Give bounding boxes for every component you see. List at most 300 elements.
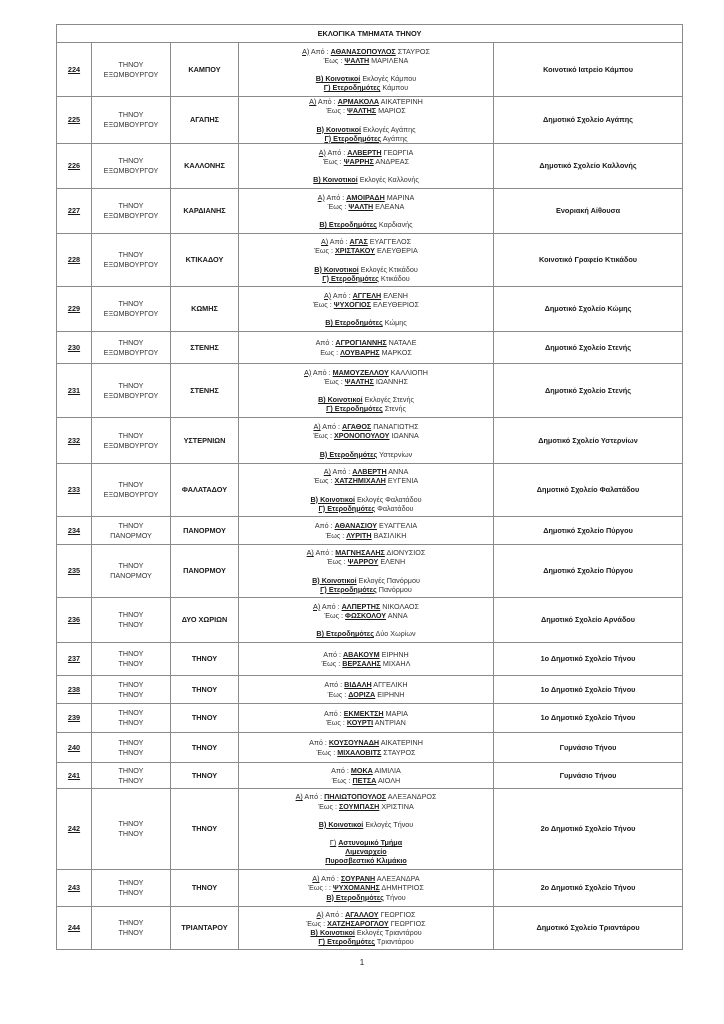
surname: ΛΥΡΙΤΗ [346,530,372,540]
municipality-line: ΤΗΝΟΥ [118,775,144,785]
municipality-cell [92,545,171,598]
category-label: Β) Κοινοτικοί [313,175,358,185]
polling-location-cell [494,144,683,189]
given-name: ΑΛΕΞΑΝΔΡΑ [376,874,420,884]
polling-location-cell [494,907,683,950]
community-cell [171,907,239,950]
range-line [239,106,493,115]
title-row [57,25,683,43]
polling-location: 2ο Δημοτικό Σχολείο Τήνου [540,824,636,834]
municipality-cell [92,517,171,545]
range-line [239,659,493,668]
given-name: Καρδιανής [378,220,413,230]
voter-range-cell [239,870,494,907]
given-name: ΑΙΚΑΤΕΡΙΝΗ [380,97,423,107]
voter-range-cell [239,418,494,464]
municipality-cell [92,332,171,364]
category-label: Β) Ετεροδημότες [319,220,377,230]
line-gap [239,116,493,125]
category-label: Γ) Ετεροδημότες [318,937,376,947]
surname: ΨΥΧΟΓΙΟΣ [333,299,371,309]
municipality-line: ΤΗΝΟΥ [118,649,144,659]
voter-range-cell [239,234,494,287]
range-label: Έως : [306,918,326,928]
polling-location: Δημοτικό Σχολείο Πύργου [543,525,633,535]
given-name: ΔΙΟΝΥΣΙΟΣ [386,548,426,558]
given-name: ΓΕΩΡΓΙΟΣ [390,918,426,928]
given-name: ΕΙΡΗΝΗ [377,689,405,699]
polling-location-cell [494,870,683,907]
category-label: Β) Κοινοτικοί [318,395,363,404]
surname: ΚΟΥΣΟΥΝΑΔΗ [328,738,380,748]
community-name: ΣΤΕΝΗΣ [190,342,219,352]
polling-location: Δημοτικό Σχολείο Υστερνίων [538,435,638,445]
municipality-line: ΤΗΝΟΥ [118,610,144,620]
range-line [239,237,493,246]
given-name: ΝΑΤΑΛΕ [388,338,417,348]
section-number: 243 [67,883,81,893]
surname: ΨΑΡΡΗΣ [343,156,374,166]
municipality-line: ΤΗΝΟΥ [118,430,144,440]
range-label: Έως : [325,530,345,540]
given-name: ΜΑΡΙΑ [385,708,408,718]
voter-range-cell [239,332,494,364]
community-name: ΤΗΝΟΥ [191,684,218,694]
municipality-line: ΤΗΝΟΥ [118,819,144,829]
range-line [239,776,493,785]
municipality-line: ΤΗΝΟΥ [118,380,144,390]
given-name: ΒΑΣΙΛΙΚΗ [373,530,407,540]
given-name: ΕΛΕΝΗ [383,290,408,300]
given-name: ΜΑΡΙΟΣ [378,106,406,116]
polling-location-cell [494,789,683,870]
range-line [239,629,493,638]
surname: ΨΑΛΤΗ [348,201,374,211]
voter-range-cell [239,733,494,763]
section-number-cell [57,144,92,189]
range-line [239,220,493,229]
section-prefix: Α) [295,792,303,802]
voter-range-cell [239,144,494,189]
given-name: ΣΤΑΥΡΟΣ [397,46,430,56]
community-name: ΠΑΝΟΡΜΟΥ [183,525,226,535]
category-label: Β) Κοινοτικοί [314,264,359,274]
table-row [57,97,683,144]
community-cell [171,676,239,704]
polling-location: Κοινοτικό Ιατρείο Κάμπου [543,64,633,74]
municipality-cell [92,43,171,97]
range-line [239,265,493,274]
surname: ΑΓΑΣ [349,237,368,247]
range-line [239,175,493,184]
surname: ΦΩΣΚΟΛΟΥ [345,610,387,620]
given-name: ΜΑΡΙΝΑ [386,192,415,202]
section-number-cell [57,704,92,733]
category-label: Β) Κοινοτικοί [318,819,364,829]
section-number-cell [57,234,92,287]
community-cell [171,144,239,189]
given-name: ΣΤΑΥΡΟΣ [383,747,416,757]
voter-range-cell [239,789,494,870]
surname: ΑΛΒΕΡΤΗ [352,467,387,477]
municipality-line: ΤΗΝΟΥ [118,250,144,260]
table-row [57,332,683,364]
voter-range-cell [239,763,494,789]
given-name: ΠΑΝΑΓΙΩΤΗΣ [373,422,419,432]
given-name: Τήνου [385,892,406,902]
page-number: 1 [359,958,365,967]
polling-location-cell [494,763,683,789]
table-row [57,704,683,733]
range-line [239,467,493,476]
given-name: Εκλογές Πανόρμου [358,575,420,585]
community-cell [171,789,239,870]
given-name: ΔΗΜΗΤΡΙΟΣ [381,883,424,893]
category-label: Γ) Ετεροδημότες [324,133,382,143]
range-label: Από : [315,548,334,558]
municipality-cell [92,287,171,332]
polling-location: Δημοτικό Σχολείο Στενής [544,342,632,352]
voter-range-cell [239,287,494,332]
given-name: ΑΝΝΑ [388,467,409,477]
given-name: ΜΑΡΙΛΕΝΑ [371,55,409,65]
table-row [57,598,683,643]
municipality-line: ΕΞΩΜΒΟΥΡΓΟΥ [103,309,159,318]
municipality-cell [92,789,171,870]
range-label: Έως : [327,201,347,211]
surname: ΨΑΛΤΗΣ [344,376,374,386]
range-line [239,883,493,892]
range-label: Από : [323,649,341,659]
range-line [239,377,493,386]
section-prefix: Α) [313,422,321,432]
voter-range-cell [239,643,494,676]
range-label: Από : [331,766,349,776]
community-name: ΤΗΝΟΥ [191,883,218,893]
section-number-cell [57,545,92,598]
table-row [57,870,683,907]
polling-location-cell [494,43,683,97]
range-line [239,531,493,540]
surname: ΜΑΓΝΗΣΑΛΗΣ [335,548,385,558]
range-line [239,802,493,811]
municipality-line: ΤΗΝΟΥ [118,620,144,629]
municipality-line: ΠΑΝΟΡΜΟΥ [110,571,152,580]
section-prefix: Α) [306,548,314,558]
municipality-line: ΤΗΝΟΥ [118,689,144,699]
community-name: ΚΑΛΛΟΝΗΣ [184,161,225,171]
community-cell [171,418,239,464]
table-row [57,643,683,676]
surname: ΒΙΔΑΛΗ [344,680,372,690]
range-label: Έως : [313,299,332,309]
range-line [239,504,493,513]
table-row [57,189,683,234]
municipality-line: ΤΗΝΟΥ [118,679,144,689]
voter-range-cell [239,704,494,733]
category-label: Β) Κοινοτικοί [316,124,361,134]
section-number: 231 [67,385,81,395]
municipality-line: ΕΞΩΜΒΟΥΡΓΟΥ [103,211,159,220]
range-line [239,97,493,106]
range-label: Έως : [318,801,337,811]
section-prefix: Α) [323,467,331,477]
community-name: ΚΑΜΠΟΥ [188,64,221,74]
section-number-cell [57,97,92,144]
given-name: ΕΛΕΝΗ [380,557,406,567]
polling-location: Δημοτικό Σχολείο Αγάπης [543,115,633,125]
given-name: ΑΓΓΕΛΙΚΗ [373,680,408,690]
municipality-line: ΕΞΩΜΒΟΥΡΓΟΥ [103,440,159,450]
municipality-line: ΤΗΝΟΥ [118,201,144,211]
section-prefix: Α) [313,601,321,611]
section-number: 232 [67,435,81,445]
range-label: Από : [326,192,345,202]
given-name: Εκλογές Τήνου [365,819,414,829]
polling-location: 1ο Δημοτικό Σχολείο Τήνου [540,713,636,723]
municipality-line: ΤΗΝΟΥ [118,708,144,718]
range-line [239,193,493,202]
polling-location: Δημοτικό Σχολείο Αρνάδου [541,615,636,625]
range-label: Έως : [321,659,341,668]
range-label: Εως : [320,347,339,357]
category-label: Γ) Ετεροδημότες [323,83,381,93]
municipality-line: ΤΗΝΟΥ [118,59,144,69]
table-title: ΕΚΛΟΓΙΚΑ ΤΜΗΜΑΤΑ ΤΗΝΟΥ [57,25,683,43]
range-line [239,202,493,211]
given-name: ΑΙΜΙΛΙΑ [374,766,401,776]
polling-location-cell [494,598,683,643]
range-line [239,928,493,937]
community-cell [171,332,239,364]
section-number: 235 [67,566,81,576]
given-name: ΕΙΡΗΝΗ [381,649,409,659]
category-label: Λιμεναρχείο [345,847,387,857]
section-prefix: Α) [302,46,310,56]
community-cell [171,234,239,287]
section-number-cell [57,598,92,643]
surname: ΛΟΥΒΑΡΗΣ [340,347,380,357]
section-number: 240 [67,742,81,752]
range-label: Έως : [316,747,336,757]
section-number-cell [57,733,92,763]
range-line [239,937,493,946]
section-number-cell [57,676,92,704]
range-line [239,476,493,485]
range-line [239,548,493,557]
municipality-cell [92,598,171,643]
municipality-line: ΕΞΩΜΒΟΥΡΓΟΥ [103,390,159,400]
municipality-cell [92,418,171,464]
line-gap [239,256,493,265]
section-number: 227 [67,206,81,216]
municipality-line: ΤΗΝΟΥ [118,480,144,490]
range-line [239,585,493,594]
municipality-line: ΤΗΝΟΥ [118,918,144,928]
surname: ΜΙΧΑΛΟΒΙΤΣ [337,747,382,757]
polling-location: Δημοτικό Σχολείο Τριαντάρου [536,923,640,933]
municipality-line: ΤΗΝΟΥ [118,520,144,530]
voter-range-cell [239,517,494,545]
section-prefix: Α) [317,192,325,202]
range-label: Έως : [331,775,351,785]
range-line [239,856,493,865]
range-line [239,291,493,300]
range-line [239,690,493,699]
range-line [239,125,493,134]
community-cell [171,870,239,907]
community-cell [171,43,239,97]
voter-range-cell [239,364,494,418]
given-name: ΓΕΩΡΓΙΑ [383,147,414,157]
range-line [239,47,493,56]
section-number-cell [57,43,92,97]
given-name: Στενής [384,404,406,414]
section-number: 226 [67,161,81,171]
given-name: Εκλογές Καλλονής [359,175,419,185]
polling-location-cell [494,643,683,676]
line-gap [239,441,493,450]
range-label: Έως : [326,718,345,727]
municipality-cell [92,733,171,763]
range-label: Από : [325,909,344,919]
given-name: ΑΝΔΡΕΑΣ [375,156,410,166]
polling-location-cell [494,97,683,144]
polling-location-cell [494,733,683,763]
section-prefix: Α) [309,97,317,107]
community-cell [171,643,239,676]
line-gap [239,211,493,220]
range-line [239,368,493,377]
polling-location: Δημοτικό Σχολείο Καλλονής [539,161,637,171]
category-label: Β) Ετεροδημότες [316,629,374,639]
community-cell [171,517,239,545]
range-line [239,338,493,347]
community-cell [171,704,239,733]
given-name: ΧΡΙΣΤΙΝΑ [381,801,414,811]
table-row [57,43,683,97]
range-line [239,709,493,718]
surname: ΧΡΟΝΟΠΟΥΛΟΥ [333,431,390,441]
community-name: ΤΗΝΟΥ [191,824,218,834]
given-name: Πανόρμου [378,584,412,594]
community-cell [171,364,239,418]
section-number: 242 [67,824,81,834]
given-name: ΕΛΕΥΘΕΡΙΟΣ [372,299,419,309]
surname: ΑΓΑΘΟΣ [342,422,372,432]
given-name: Αγάπης [382,133,408,143]
line-gap [239,829,493,838]
surname: ΑΛΠΕΡΤΗΣ [341,601,381,611]
section-number-cell [57,870,92,907]
range-line [239,748,493,757]
municipality-line: ΤΗΝΟΥ [118,299,144,309]
range-line [239,431,493,440]
line-gap [239,166,493,175]
surname: ΑΛΒΕΡΤΗ [347,147,382,157]
community-name: ΔΥΟ ΧΩΡΙΩΝ [181,615,228,625]
polling-location-cell [494,464,683,517]
range-label: Από : [314,521,333,531]
polling-location: 1ο Δημοτικό Σχολείο Τήνου [540,684,636,694]
polling-stations-table [56,24,683,950]
section-number: 239 [67,713,81,723]
range-line [239,576,493,585]
range-line [239,611,493,620]
community-cell [171,97,239,144]
municipality-line: ΤΗΝΟΥ [118,659,144,668]
polling-location: Δημοτικό Σχολείο Φαλατάδου [536,485,640,495]
surname: ΨΑΡΡΟΥ [347,557,379,567]
range-line [239,348,493,357]
municipality-cell [92,643,171,676]
range-line [239,157,493,166]
section-number: 230 [67,342,81,352]
section-number: 236 [67,615,81,625]
surname: ΧΑΤΖΗΜΙΧΑΛΗ [334,476,386,486]
community-name: ΤΗΝΟΥ [191,654,218,664]
municipality-line: ΤΗΝΟΥ [118,765,144,775]
section-prefix: Α) [304,367,312,377]
given-name: Κάμπου [382,83,409,93]
surname: ΧΡΙΣΤΑΚΟΥ [334,246,375,256]
range-label: Από : [324,680,343,690]
range-line [239,680,493,689]
given-name: Δύο Χωρίων [375,629,416,639]
section-number-cell [57,332,92,364]
given-name: Κτικάδου [380,273,410,283]
section-number-cell [57,189,92,234]
given-name: ΜΙΧΑΗΛ [382,659,411,668]
range-label: Από : [321,874,339,884]
given-name: ΑΝΤΡΙΑΝ [374,718,406,727]
table-row [57,234,683,287]
given-name: Τριαντάρου [376,937,414,947]
table-row [57,545,683,598]
municipality-cell [92,189,171,234]
range-label: Από : [312,367,331,377]
voter-range-cell [239,97,494,144]
table-row [57,364,683,418]
community-cell [171,464,239,517]
polling-location: Γυμνάσιο Τήνου [559,742,617,752]
category-label: Β) Κοινοτικοί [315,74,361,83]
polling-location-cell [494,364,683,418]
range-line [239,650,493,659]
municipality-line: ΤΗΝΟΥ [118,928,144,937]
category-label: Β) Ετεροδημότες [325,318,383,328]
municipality-line: ΤΗΝΟΥ [118,561,144,571]
polling-location-cell [494,287,683,332]
range-label: Έως : [314,246,333,256]
municipality-line: ΤΗΝΟΥ [118,829,144,838]
section-number-cell [57,364,92,418]
range-label: Από : [327,147,346,157]
range-label: Από : [332,290,351,300]
voter-range-cell [239,43,494,97]
table-row [57,464,683,517]
range-label: Από : [315,338,334,348]
range-label: Από : [329,237,348,247]
municipality-line: ΕΞΩΜΒΟΥΡΓΟΥ [103,69,159,79]
range-line [239,450,493,459]
given-name: ΕΥΑΓΓΕΛΙΑ [379,521,418,531]
table-row [57,763,683,789]
community-name: ΚΑΡΔΙΑΝΗΣ [183,206,226,216]
given-name: ΑΝΝΑ [387,610,408,620]
polling-location: Ενοριακή Αίθουσα [555,206,621,216]
table-row [57,418,683,464]
